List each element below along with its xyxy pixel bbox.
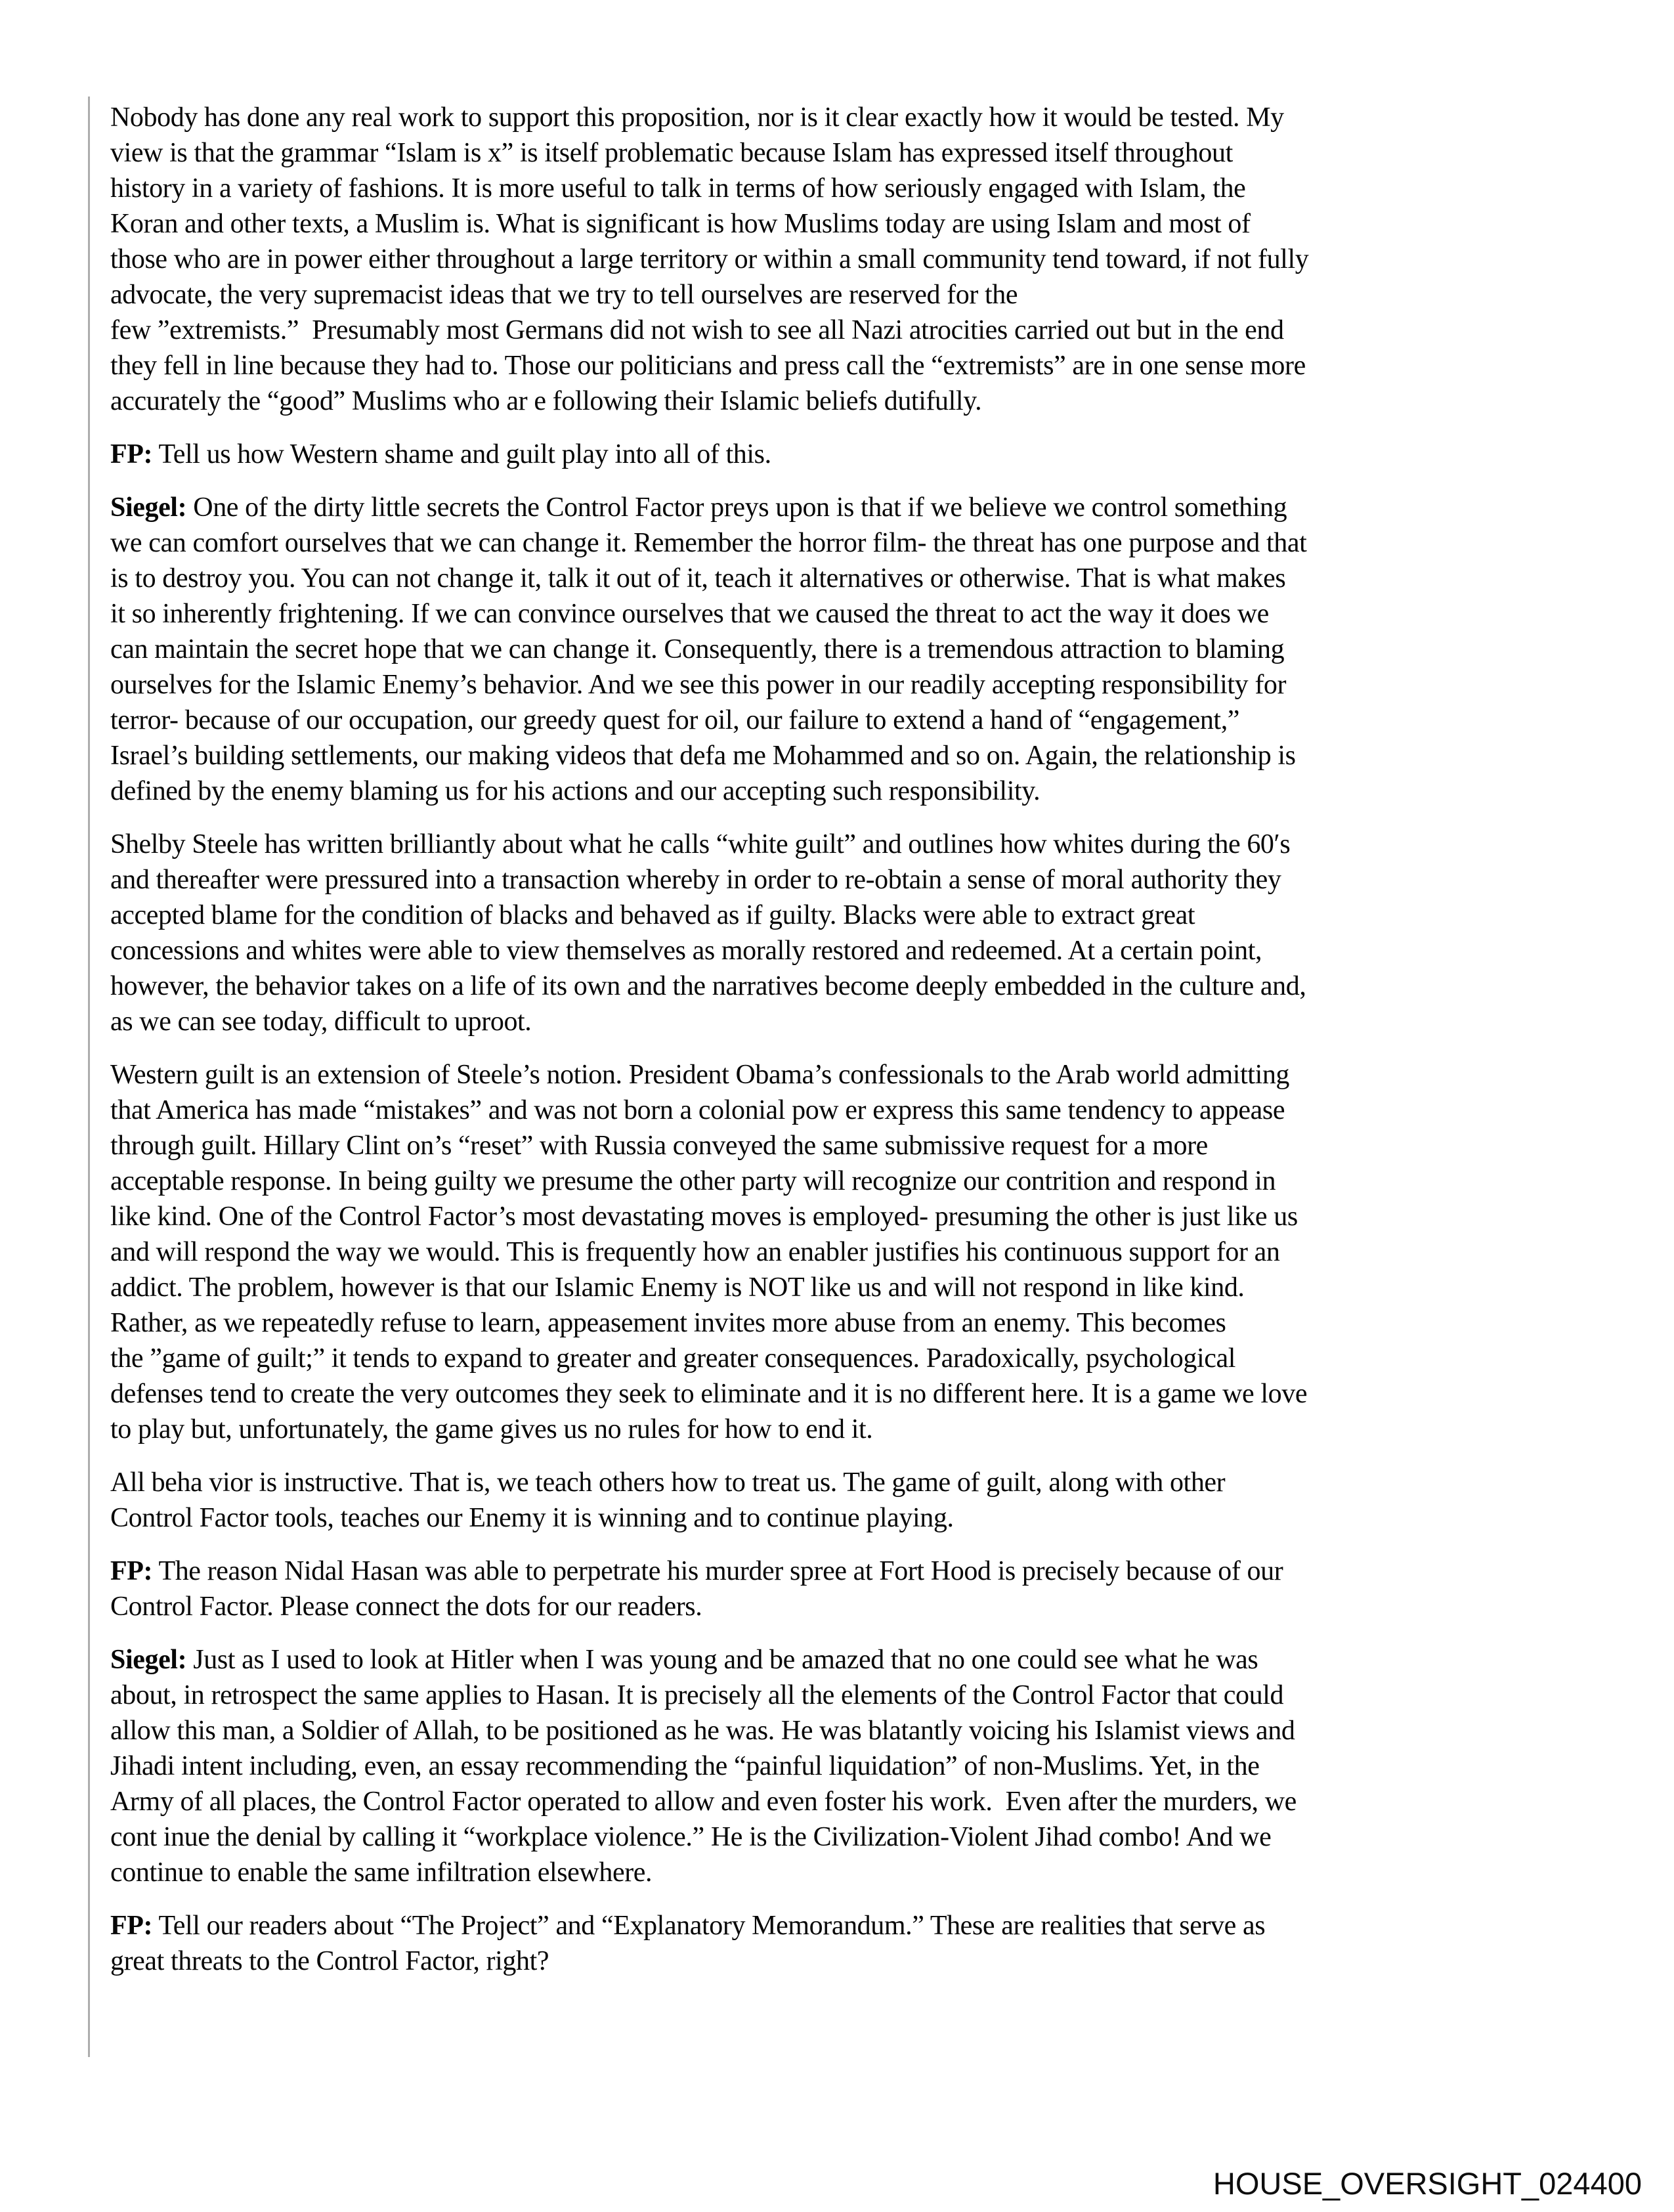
paragraph xyxy=(110,100,1607,419)
text-line: allow this man, a Soldier of Allah, to be positioned as he was. He was blatantly voicing his Islamist views and xyxy=(110,1716,1295,1746)
text-line: continue to enable the same infiltration elsewhere. xyxy=(110,1857,653,1888)
text-line: and thereafter were pressured into a transaction whereby in order to re-obtain a sense of moral authority they xyxy=(110,865,1281,895)
text-line: we can comfort ourselves that we can change it. Remember the horror film- the threat has one purpose and that xyxy=(110,528,1307,558)
text-line: accepted blame for the condition of blacks and behaved as if guilty. Blacks were able to extract great xyxy=(110,900,1195,930)
text-line: that America has made “mistakes” and was not born a colonial pow er express this same tendency to appease xyxy=(110,1095,1285,1125)
text-line: about, in retrospect the same applies to Hasan. It is precisely all the elements of the Control Factor that could xyxy=(110,1680,1284,1710)
text-line: Control Factor. Please connect the dots for our readers. xyxy=(110,1592,702,1622)
text-line: Siegel: Just as I used to look at Hitler when I was young and be amazed that no one could see what he was xyxy=(110,1645,1258,1675)
paragraph xyxy=(110,437,1607,472)
paragraph xyxy=(110,1908,1607,1979)
text-line: view is that the grammar “Islam is x” is itself problematic because Islam has expressed itself throughout xyxy=(110,138,1233,168)
speaker-label: Siegel: xyxy=(110,492,187,523)
text-line: advocate, the very supremacist ideas that we try to tell ourselves are reserved for the xyxy=(110,280,1018,310)
text-line: great threats to the Control Factor, right? xyxy=(110,1946,549,1976)
paragraph xyxy=(110,827,1607,1039)
text-line: Western guilt is an extension of Steele’s notion. President Obama’s confessionals to the Arab world admitting xyxy=(110,1060,1290,1090)
text-line: Koran and other texts, a Muslim is. What is significant is how Muslims today are using Islam and most of xyxy=(110,209,1251,239)
text-line: through guilt. Hillary Clint on’s “reset” with Russia conveyed the same submissive request for a more xyxy=(110,1131,1208,1161)
text-line: terror- because of our occupation, our greedy quest for oil, our failure to extend a hand of “engagement,” xyxy=(110,705,1240,735)
text-line: concessions and whites were able to view themselves as morally restored and redeemed. At a certain point, xyxy=(110,936,1262,966)
paragraph xyxy=(110,1465,1607,1536)
text-line: All beha vior is instructive. That is, we teach others how to treat us. The game of guilt, along with other xyxy=(110,1467,1226,1498)
text-line: defenses tend to create the very outcomes they seek to eliminate and it is no different here. It is a game we love xyxy=(110,1379,1308,1409)
text-line: FP: The reason Nidal Hasan was able to perpetrate his murder spree at Fort Hood is precisely because of our xyxy=(110,1556,1283,1586)
speaker-label: FP: xyxy=(110,1556,153,1586)
text-line: few ”extremists.” Presumably most Germans did not wish to see all Nazi atrocities carried out but in the end xyxy=(110,315,1284,345)
bates-stamp: HOUSE_OVERSIGHT_024400 xyxy=(1213,2166,1642,2201)
text-line: cont inue the denial by calling it “workplace violence.” He is the Civilization-Violent Jihad combo! And we xyxy=(110,1822,1272,1852)
text-line: Jihadi intent including, even, an essay recommending the “painful liquidation” of non-Muslims. Yet, in the xyxy=(110,1751,1260,1781)
text-line: acceptable response. In being guilty we presume the other party will recognize our contrition and respond in xyxy=(110,1166,1276,1196)
text-line: those who are in power either throughout a large territory or within a small community tend toward, if not fully xyxy=(110,244,1309,274)
paragraph xyxy=(110,1553,1607,1624)
text-line: Siegel: One of the dirty little secrets the Control Factor preys upon is that if we believe we control something xyxy=(110,492,1287,523)
left-margin-line xyxy=(88,97,90,2057)
text-line: addict. The problem, however is that our Islamic Enemy is NOT like us and will not respond in like kind. xyxy=(110,1272,1245,1303)
document-text xyxy=(110,100,1607,1997)
text-line: as we can see today, difficult to uproot. xyxy=(110,1007,532,1037)
text-line: they fell in line because they had to. Those our politicians and press call the “extremists” are in one sense more xyxy=(110,351,1306,381)
speaker-label: Siegel: xyxy=(110,1645,187,1675)
text-line: Shelby Steele has written brilliantly about what he calls “white guilt” and outlines how whites during the 60′s xyxy=(110,829,1291,859)
text-line: the ”game of guilt;” it tends to expand to greater and greater consequences. Paradoxically, psychological xyxy=(110,1343,1235,1374)
text-line: defined by the enemy blaming us for his actions and our accepting such responsibility. xyxy=(110,776,1041,806)
text-line: is to destroy you. You can not change it, talk it out of it, teach it alternatives or otherwise. That is what makes xyxy=(110,563,1286,594)
paragraph xyxy=(110,1642,1607,1890)
text-line: it so inherently frightening. If we can convince ourselves that we caused the threat to act the way it does we xyxy=(110,599,1269,629)
text-line: Control Factor tools, teaches our Enemy it is winning and to continue playing. xyxy=(110,1503,954,1533)
text-line: Army of all places, the Control Factor operated to allow and even foster his work. Even after the murders, we xyxy=(110,1787,1297,1817)
text-line: to play but, unfortunately, the game gives us no rules for how to end it. xyxy=(110,1414,873,1444)
text-line: however, the behavior takes on a life of its own and the narratives become deeply embedded in the culture and, xyxy=(110,971,1306,1001)
text-line: Nobody has done any real work to support this proposition, nor is it clear exactly how it would be tested. My xyxy=(110,102,1284,133)
text-line: history in a variety of fashions. It is more useful to talk in terms of how seriously engaged with Islam, the xyxy=(110,173,1246,204)
speaker-label: FP: xyxy=(110,1911,153,1941)
paragraph xyxy=(110,1057,1607,1447)
text-line: ourselves for the Islamic Enemy’s behavior. And we see this power in our readily accepting responsibility for xyxy=(110,670,1287,700)
text-line: Israel’s building settlements, our making videos that defa me Mohammed and so on. Again, the relationship is xyxy=(110,741,1296,771)
paragraph xyxy=(110,490,1607,809)
text-line: accurately the “good” Muslims who ar e following their Islamic beliefs dutifully. xyxy=(110,386,982,416)
text-line: FP: Tell us how Western shame and guilt play into all of this. xyxy=(110,439,771,469)
text-line: FP: Tell our readers about “The Project” and “Explanatory Memorandum.” These are realities that serve as xyxy=(110,1911,1266,1941)
speaker-label: FP: xyxy=(110,439,153,469)
text-line: and will respond the way we would. This is frequently how an enabler justifies his continuous support for an xyxy=(110,1237,1280,1267)
text-line: like kind. One of the Control Factor’s most devastating moves is employed- presuming the other is just like us xyxy=(110,1202,1298,1232)
text-line: can maintain the secret hope that we can change it. Consequently, there is a tremendous attraction to blaming xyxy=(110,634,1285,664)
text-line: Rather, as we repeatedly refuse to learn, appeasement invites more abuse from an enemy. This becomes xyxy=(110,1308,1226,1338)
